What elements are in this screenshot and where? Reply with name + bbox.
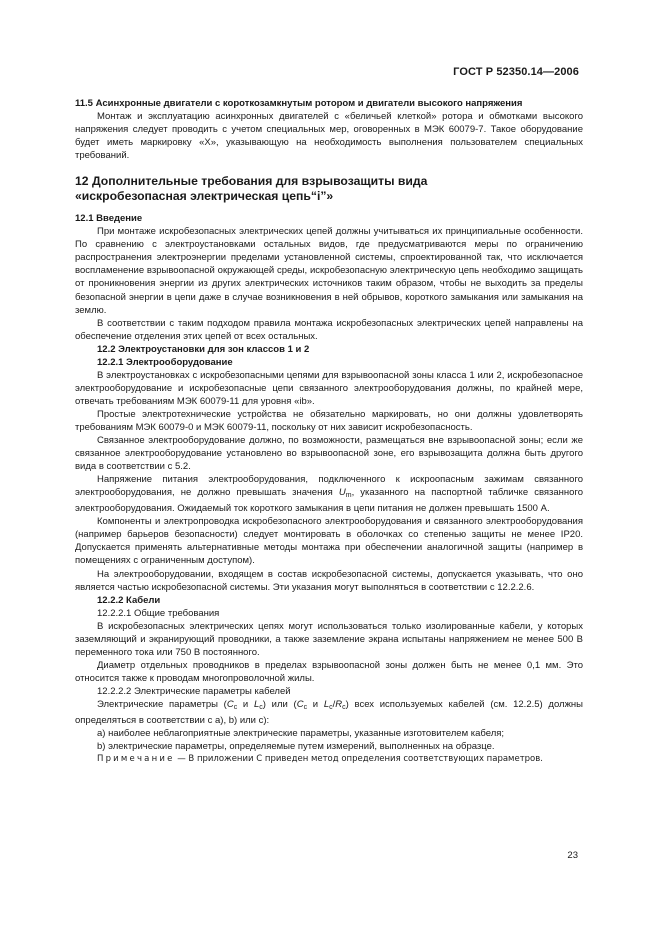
section-12-title-line1: 12 Дополнительные требования для взрывозащиты вида: [75, 174, 428, 189]
params-text-a: Электрические параметры (: [97, 698, 227, 710]
page-number: 23: [567, 850, 578, 861]
section-12-2-2-2-title: 12.2.2.2 Электрические параметры кабелей: [97, 685, 291, 697]
section-11-5-title: 11.5 Асинхронные двигатели с короткозамкнутым ротором и двигатели высокого напряжения: [75, 98, 523, 109]
document-id-header: ГОСТ Р 52350.14—2006: [453, 66, 579, 78]
symbol-r: R: [335, 698, 343, 710]
section-12-2-1-paragraph-4: [75, 473, 583, 515]
subscript-c: c: [342, 703, 346, 711]
section-11-5-paragraph: Монтаж и эксплуатацию асинхронных двигателей с «беличьей клеткой» ротора и обмотками высокого напряжения следует проводить с учетом специальных мер, оговоренных в МЭК 60079-7. Такое оборудование будет иметь маркировку «Х», указывающую на необходимость выполнения пользователем специальных требований.: [75, 111, 583, 162]
symbol-c: C: [226, 698, 234, 710]
section-12-2-1-paragraph-6: На электрооборудовании, входящем в состав искробезопасной системы, допускается указывать, что оно является частью искробезопасной системы. Эти указания могут выполняться в соответствии с 12.2.2.6.: [75, 568, 583, 593]
note-text: — В приложении С приведен метод определения соответствующих параметров.: [177, 754, 543, 765]
p4-text-a: Напряжение питания электрооборудования, подключенного к искроопасным зажимам связанного электрооборудования, не должно превышать значения: [75, 474, 583, 499]
p4-text-b: , указанного на паспортной табличке связанного электрооборудования. Ожидаемый ток короткого замыкания в цепи питания не должен превышать 1500 А.: [75, 487, 583, 515]
symbol-l: L: [323, 698, 330, 710]
subscript-c: c: [259, 703, 263, 711]
subscript-c: c: [329, 703, 333, 711]
section-12-2-1-paragraph-2: Простые электротехнические устройства не обязательно маркировать, но они должны удовлетворять требованиям МЭК 60079-0 и МЭК 60079-11, поскольку от них зависит искробезопасность.: [75, 408, 583, 433]
section-12-2-2-1-paragraph-2: Диаметр отдельных проводников в пределах взрывоопасной зоны должен быть не менее 0,1 мм. Это относится также к проводам многопроволочной жилы.: [75, 659, 583, 684]
params-and: и: [307, 698, 324, 710]
section-12-2-1-paragraph-1: В электроустановках с искробезопасными цепями для взрывоопасной зоны класса 1 или 2, искробезопасное электрооборудование и искробезопасные цепи связанного электрооборудования должны, по крайней мере, отвечать требованиям МЭК 60079-11 для уровня «ib».: [75, 369, 583, 407]
parameters-list: [75, 727, 583, 753]
params-or: ) или (: [262, 698, 297, 710]
section-12-1-title: 12.1 Введение: [75, 213, 143, 225]
symbol-l: L: [253, 698, 260, 710]
section-12-1-paragraph-2: В соответствии с таким подходом правила монтажа искробезопасных электрических цепей направлены на обеспечение отделения этих цепей от всех остальных.: [75, 317, 583, 342]
note: [75, 753, 583, 766]
section-12-2-2-1-paragraph-1: В искробезопасных электрических цепях могут использоваться только изолированные кабели, у которых заземляющий и экранирующий проводники, а также заземление экрана испытаны напряжением не менее 500 В переменного тока или 750 В постоянного.: [75, 620, 583, 658]
symbol-c: C: [296, 698, 304, 710]
list-item-b: b) электрические параметры, определяемые путем измерений, выполненных на образце.: [97, 741, 495, 753]
section-12-2-1-title: 12.2.1 Электрооборудование: [97, 356, 233, 368]
list-item-a: a) наиболее неблагоприятные электрические параметры, указанные изготовителем кабеля;: [97, 728, 505, 740]
note-label: Примечание: [97, 754, 175, 765]
section-12-title: [75, 174, 583, 204]
params-and: и: [237, 698, 254, 710]
subscript-c: c: [233, 703, 238, 711]
symbol-u: U: [338, 487, 346, 499]
subscript-m: m: [345, 492, 352, 500]
section-12-2-2-1-title: 12.2.2.1 Общие требования: [97, 607, 220, 619]
section-12-1-paragraph-1: При монтаже искробезопасных электрических цепей должны учитываться их принципиальные особенности. По сравнению с электроустановками остальных видов, где предусматриваются меры по ограничению распространения электроэнергии пределами установленной системы, спроектированной так, что исключается воспламенение взрывоопасной окружающей среды, искробезопасную электрическую цепь необходимо защищать от проникновения энергии из других электрических источников таким образом, чтобы не выходить за пределы безопасной энергии в цепи даже в случае возникновения в ней обрывов, короткого замыкания или замыкания на землю.: [75, 226, 583, 316]
section-12-2-1-paragraph-3: Связанное электрооборудование должно, по возможности, размещаться вне взрывоопасной зоны; если же связанное электрооборудование установлено во взрывоопасной зоне, его взрывозащита должна быть другого вида в соответствии с 5.2.: [75, 435, 583, 473]
section-12-2-title: 12.2 Электроустановки для зон классов 1 и 2: [97, 343, 310, 355]
params-slash: /: [332, 698, 336, 710]
section-12-2-2-2-paragraph: [75, 698, 583, 727]
section-12-title-line2: «искробезопасная электрическая цепь“i”»: [75, 189, 334, 204]
subscript-c: c: [303, 703, 308, 711]
page-content: [75, 97, 583, 766]
section-12-2-1-paragraph-5: Компоненты и электропроводка искробезопасного электрооборудования и связанного электрооборудования (например барьеров безопасности) следует монтировать в оболочках со степенью защиты не менее IP20. Допускается применять альтернативные методы монтажа при обеспечении аналогичной защиты (например в помещениях с ограниченным доступом).: [75, 516, 583, 567]
section-12-2-2-title: 12.2.2 Кабели: [97, 594, 161, 606]
params-text-b: ) всех используемых кабелей (см. 12.2.5) должны определяться в соответствии с а), b) или с):: [75, 698, 584, 727]
